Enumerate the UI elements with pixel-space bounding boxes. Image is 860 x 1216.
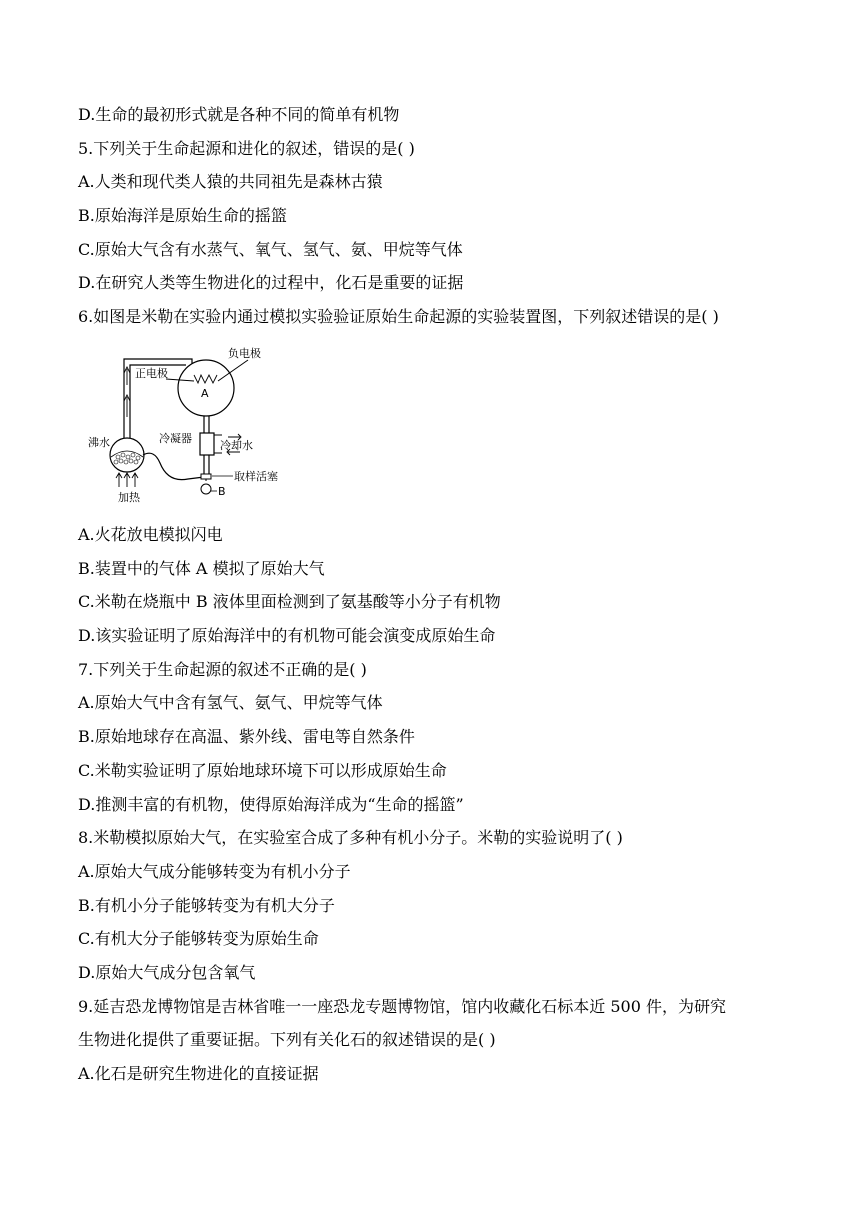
condenser-label: 冷凝器 bbox=[159, 432, 192, 445]
option-9a: A.化石是研究生物进化的直接证据 bbox=[78, 1064, 319, 1083]
option-7c: C.米勒实验证明了原始地球环境下可以形成原始生命 bbox=[78, 761, 447, 780]
miller-experiment-diagram bbox=[88, 345, 288, 505]
option-7b: B.原始地球存在高温、紫外线、雷电等自然条件 bbox=[78, 727, 415, 746]
positive-electrode-label: 正电极 bbox=[135, 367, 168, 380]
question-7: 7.下列关于生命起源的叙述不正确的是( ) bbox=[78, 660, 367, 679]
liquid-b-label: B bbox=[218, 485, 226, 498]
option-5b: B.原始海洋是原始生命的摇篮 bbox=[78, 206, 287, 225]
question-8: 8.米勒模拟原始大气，在实验室合成了多种有机小分子。米勒的实验说明了( ) bbox=[78, 828, 623, 847]
question-6: 6.如图是米勒在实验内通过模拟实验验证原始生命起源的实验装置图，下列叙述错误的是( ) bbox=[78, 307, 719, 326]
question-9-line-2: 生物进化提供了重要证据。下列有关化石的叙述错误的是( ) bbox=[78, 1030, 496, 1049]
sampling-valve bbox=[201, 474, 211, 479]
heat-arrows bbox=[116, 473, 138, 487]
option-5d: D.在研究人类等生物进化的过程中，化石是重要的证据 bbox=[78, 273, 464, 292]
option-6a: A.火花放电模拟闪电 bbox=[78, 525, 223, 544]
option-6c: C.米勒在烧瓶中 B 液体里面检测到了氨基酸等小分子有机物 bbox=[78, 592, 501, 611]
sampling-valve-label: 取样活塞 bbox=[234, 470, 278, 483]
option-6b: B.装置中的气体 A 模拟了原始大气 bbox=[78, 559, 325, 578]
heating-label: 加热 bbox=[118, 491, 140, 504]
collection-flask bbox=[201, 484, 211, 494]
question-9-line-1: 9.延吉恐龙博物馆是吉林省唯一一座恐龙专题博物馆，馆内收藏化石标本近 500 件，为研究 bbox=[78, 997, 726, 1016]
cooling-water-label: 冷却水 bbox=[220, 439, 253, 452]
gas-a-label: A bbox=[201, 387, 209, 400]
option-8c: C.有机大分子能够转变为原始生命 bbox=[78, 929, 319, 948]
option-5a: A.人类和现代类人猿的共同祖先是森林古猿 bbox=[78, 172, 383, 191]
boiling-water-label: 沸水 bbox=[88, 436, 110, 449]
option-6d: D.该实验证明了原始海洋中的有机物可能会演变成原始生命 bbox=[78, 626, 496, 645]
option-5c: C.原始大气含有水蒸气、氧气、氢气、氨、甲烷等气体 bbox=[78, 240, 463, 259]
question-5: 5.下列关于生命起源和进化的叙述，错误的是( ) bbox=[78, 139, 415, 158]
option-4d: D.生命的最初形式就是各种不同的简单有机物 bbox=[78, 105, 400, 124]
condenser bbox=[200, 433, 214, 455]
negative-electrode-label: 负电极 bbox=[228, 347, 261, 360]
option-7d: D.推测丰富的有机物，使得原始海洋成为“生命的摇篮” bbox=[78, 795, 464, 814]
option-8b: B.有机小分子能够转变为有机大分子 bbox=[78, 896, 335, 915]
option-7a: A.原始大气中含有氢气、氨气、甲烷等气体 bbox=[78, 693, 383, 712]
option-8d: D.原始大气成分包含氧气 bbox=[78, 963, 256, 982]
return-tube bbox=[143, 453, 204, 479]
option-8a: A.原始大气成分能够转变为有机小分子 bbox=[78, 862, 351, 881]
